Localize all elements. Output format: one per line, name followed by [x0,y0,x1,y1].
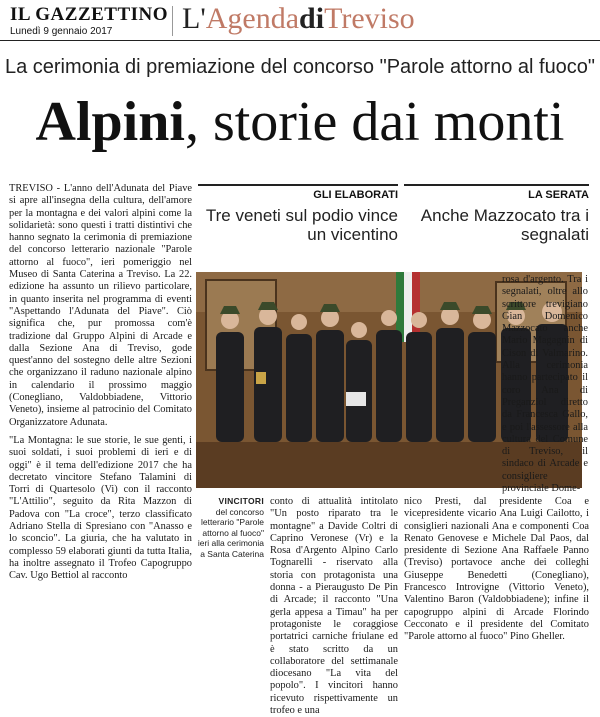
article-paragraph: "La Montagna: le sue storie, le sue genti, i suoi soldati, i suoi problemi di ieri e di oggi" è il tema dell'edizione 2017 che ha decretato vincitore Stefano Talamini di Torri di Quartesolo (Vi) con il racconto "L'Attilio", seguito da Rita Mazzon di Padova con "La croce", terzo classificato Adriano Stella di Spresiano con "Anasso e lo sconcio". La giuria, che ha valutato in complesso 59 elaborati giunti da tutta Italia, ha inoltre assegnato il Trofeo Capogruppo Cav. Ugo Bettiol al racconto [9,434,192,582]
article-paragraph: TREVISO - L'anno dell'Adunata del Piave si apre all'insegna della cultura, dell'amore per la montagna e dei valori alpini come la solidarietà: sono questi i tratti distintivi che hanno segnato la cerimonia di premiazione del concorso letterario nazionale "Parole attorno al fuoco", ieri pomeriggio nel Museo di Santa Caterina a Treviso. La 22. edizione ha assunto un rilievo particolare, in quanto inserita nel programma di eventi "Aspettando l'Adunata del Piave". Ciò significa che, pur promossa com'è tradizione dal Gruppo Alpini di Arcade e dalla Sezione Ana di Treviso, gode quest'anno del sostegno delle altre Sezioni che organizzano il raduno nazionale alpino in calendario il prossimo maggio (Conegliano, Valdobbiadene, Vittorio Veneto), insieme al patrocinio del Comitato Organizzatore Adunata. [9,183,192,428]
section-rule [198,184,398,186]
photo-caption: VINCITORI del concorso letterario "Parole attorno al fuoco" ieri alla cerimonia a Santa Caterina [197,496,264,559]
article-kicker: La cerimonia di premiazione del concorso "Parole attorno al fuoco" [4,56,596,78]
section-subhead: Anche Mazzocato tra i segnalati [420,206,589,244]
article-headline: Alpini, storie dai monti [35,91,565,153]
article-column-1 [9,183,192,583]
article-column-2: conto di attualità intitolato "Un posto riparato tra le montagne" a Davide Coltri di Caprino Veronese (Vr) e la Rosa d'Argento Alpino Carlo Tognarelli - riservato alla storia con protagonista una donna - a Pieraugusto De Pin di Arcade; il racconto "Una gerla appesa a Timau" ha per protagoniste le coraggiose portatrici carniche friulane ed è stato scritto da un collaboratore del settimanale diocesano "La vita del popolo". I vincitori hanno ricevuto rispettivamente un trofeo e una [270,496,398,717]
section-subhead: Tre veneti sul podio vince un vicentino [205,206,398,244]
header-rule [0,40,600,41]
section-title: L'AgendadiTreviso [182,2,415,35]
masthead-divider [172,6,173,36]
article-column-3: nico Presti, dal presidente Coa e vicepresidente vicario Ana Luigi Cailotto, i consiglieri nazionali Ana e componenti Coa Renato Genovese e Michele Dal Paos, dal presidente di Sezione Ana Raffaele Panno (Treviso) portavoce anche dei colleghi Giuseppe Benedetti (Conegliano), Francesco Introvigne (Vittorio Veneto), Valentino Baron (Valdobbiadene); infine il capogruppo alpini di Arcade Florindo Cecconato e il presidente del Comitato "Parole attorno al fuoco" Pino Gheller. [404,496,589,643]
newspaper-masthead: IL GAZZETTINO [10,4,169,25]
section-label: GLI ELABORATI [313,189,398,201]
section-rule [404,184,589,186]
box-la-serata [404,184,589,244]
section-label: LA SERATA [528,189,589,201]
issue-date: Lunedì 9 gennaio 2017 [10,26,113,37]
box-gli-elaborati [198,184,398,244]
article-column-4: rosa d'argento. Tra i segnalati, oltre allo scrittore trevigiano Gian Domenico Mazzocato anche Mario Magagnin di Cison di Valmarino. Alla cerimonia hanno partecipato il coro Ana di Preganziol diretto da Francesca Gallo, e poi l'assessore alla cultura del Comune di Treviso, il sindaco di Arcade e consigliere provinciale Dome- [502,274,588,495]
